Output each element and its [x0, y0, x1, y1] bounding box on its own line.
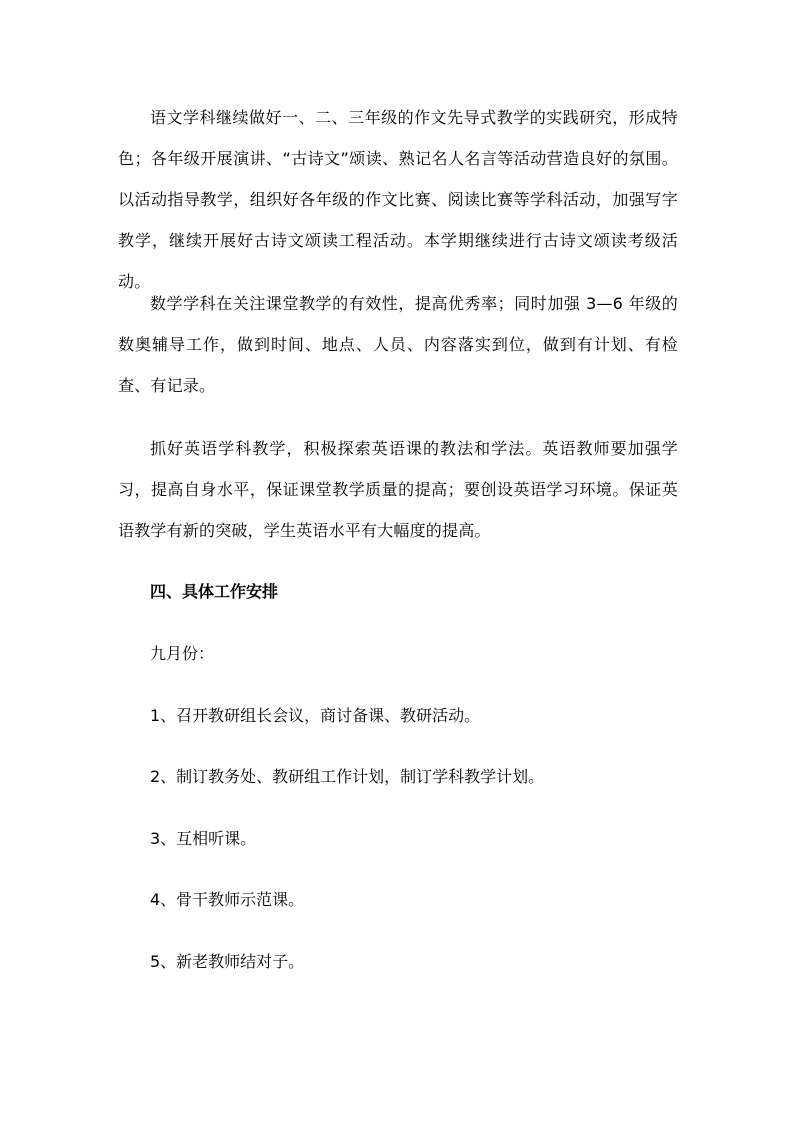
paragraph-chinese-subject: 语文学科继续做好一、二、三年级的作文先导式教学的实践研究，形成特色；各年级开展演讲、“古诗文”颂读、熟记名人名言等活动营造良好的氛围。以活动指导教学，组织好各年级的作文比赛、阅读比赛等学科活动，加强写字教学，继续开展好古诗文颂读工程活动。本学期继续进行古诗文颂读考级活动。	[118, 108, 678, 291]
list-item: 5、新老教师结对子。	[150, 952, 305, 971]
list-item: 1、召开教研组长会议，商讨备课、教研活动。	[150, 706, 481, 725]
month-label: 九月份：	[150, 644, 215, 663]
list-item: 3、互相听课。	[150, 829, 257, 848]
list-item: 4、骨干教师示范课。	[150, 890, 305, 909]
section-heading: 四、具体工作安排	[150, 582, 279, 601]
paragraph-math-subject: 数学学科在关注课堂教学的有效性，提高优秀率；同时加强 3—6 年级的数奥辅导工作，做到时间、地点、人员、内容落实到位，做到有计划、有检查、有记录。	[118, 294, 678, 395]
list-item: 2、制订教务处、教研组工作计划，制订学科教学计划。	[150, 767, 545, 786]
paragraph-english-subject: 抓好英语学科教学，积极探索英语课的教法和学法。英语教师要加强学习，提高自身水平，保证课堂教学质量的提高；要创设英语学习环境。保证英语教学有新的突破，学生英语水平有大幅度的提高。	[118, 439, 678, 540]
